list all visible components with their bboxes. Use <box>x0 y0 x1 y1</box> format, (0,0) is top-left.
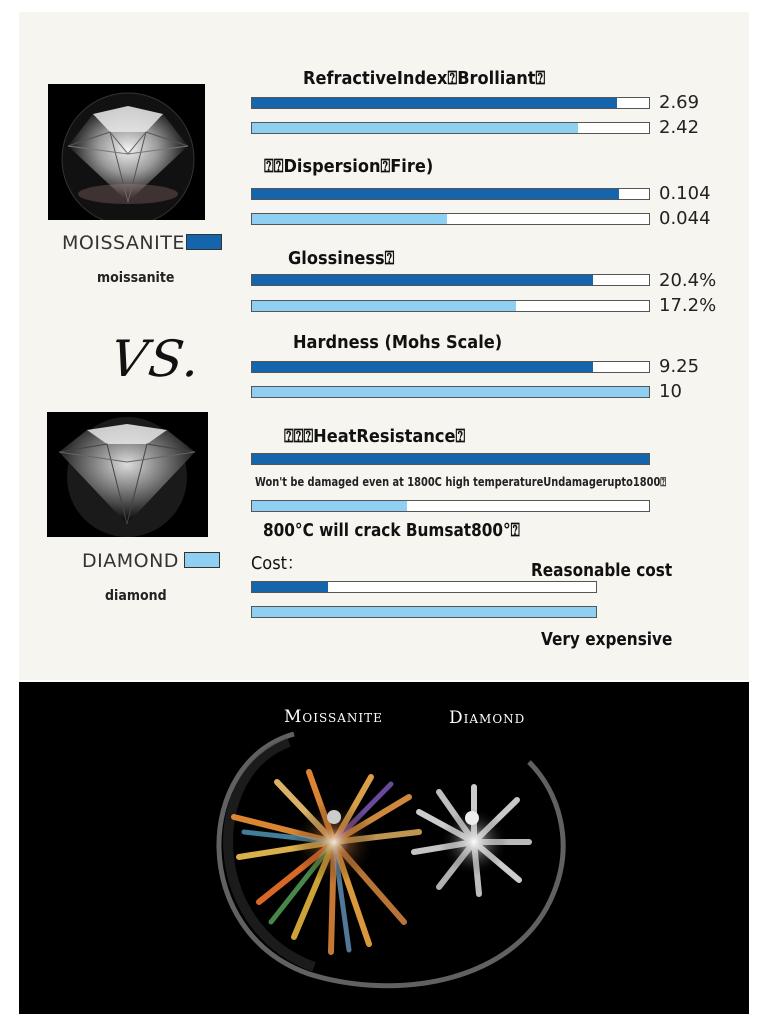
bar-track-dispersion-diamond <box>251 213 650 225</box>
value-dispersion-moissanite: 0.104 <box>659 183 711 204</box>
value-hardness-diamond: 10 <box>659 381 682 402</box>
bar-track-refractive-moissanite <box>251 97 650 109</box>
diamond-gem-image <box>47 412 208 537</box>
bar-refractive-diamond <box>252 123 578 133</box>
bar-glossiness-moissanite <box>252 275 593 285</box>
bar-track-refractive-diamond <box>251 122 650 134</box>
chart-title-glossiness: Glossiness⍰ <box>288 248 395 269</box>
bar-heat-moissanite <box>252 454 649 464</box>
bottom-label-moissanite: Moissanite <box>284 707 383 727</box>
value-refractive-moissanite: 2.69 <box>659 92 700 113</box>
chart-title-refractive-index: RefractiveIndex⍰Brolliant⍰ <box>303 68 546 89</box>
bar-dispersion-diamond <box>252 214 447 224</box>
moissanite-legend-swatch <box>186 234 222 250</box>
bar-heat-diamond <box>252 501 407 511</box>
moissanite-sub-label: moissanite <box>97 270 175 286</box>
chart-title-hardness: Hardness (Mohs Scale) <box>293 332 503 353</box>
chart-title-cost: Cost： <box>251 553 304 574</box>
gem-light-dispersion-photo <box>19 682 749 1014</box>
bar-cost-moissanite <box>252 582 328 592</box>
bar-track-hardness-moissanite <box>251 361 650 373</box>
bar-track-glossiness-moissanite <box>251 274 650 286</box>
bottom-label-diamond: Diamond <box>449 708 526 728</box>
bar-track-cost-diamond <box>251 606 597 618</box>
bar-track-hardness-diamond <box>251 386 650 398</box>
bar-hardness-diamond <box>252 387 649 397</box>
bar-track-glossiness-diamond <box>251 300 650 312</box>
moissanite-gem-image <box>48 84 205 220</box>
bar-cost-diamond <box>252 607 596 617</box>
bar-hardness-moissanite <box>252 362 593 372</box>
chart-title-dispersion: ⍰⍰Dispersion⍰Fire) <box>264 156 434 177</box>
bar-track-heat-diamond <box>251 500 650 512</box>
value-dispersion-diamond: 0.044 <box>659 208 711 229</box>
diamond-legend-swatch <box>184 552 220 568</box>
moissanite-legend-label: MOISSANITE <box>62 232 185 254</box>
value-refractive-diamond: 2.42 <box>659 117 700 138</box>
diamond-legend-label: DIAMOND <box>82 550 179 572</box>
bar-track-dispersion-moissanite <box>251 188 650 200</box>
note-heat-moissanite: Won't be damaged even at 1800C high temperatureUndamagerupto1800⍰ <box>255 475 667 489</box>
bar-refractive-moissanite <box>252 98 617 108</box>
value-hardness-moissanite: 9.25 <box>659 356 700 377</box>
note-heat-diamond: 800°C will crack Bumsat800°⍰ <box>263 520 520 541</box>
note-cost-moissanite: Reasonable cost <box>531 560 673 581</box>
bar-glossiness-diamond <box>252 301 516 311</box>
dispersion-illustration <box>19 682 749 1014</box>
value-glossiness-diamond: 17.2% <box>659 295 717 316</box>
note-cost-diamond: Very expensive <box>541 629 673 650</box>
bar-track-cost-moissanite <box>251 581 597 593</box>
bar-dispersion-moissanite <box>252 189 619 199</box>
vs-text: VS. <box>106 330 206 388</box>
chart-title-heat-resistance: ⍰⍰⍰HeatResistance⍰ <box>284 426 466 447</box>
bar-track-heat-moissanite <box>251 453 650 465</box>
diamond-sub-label: diamond <box>105 588 167 604</box>
comparison-panel <box>19 12 749 680</box>
value-glossiness-moissanite: 20.4% <box>659 270 717 291</box>
